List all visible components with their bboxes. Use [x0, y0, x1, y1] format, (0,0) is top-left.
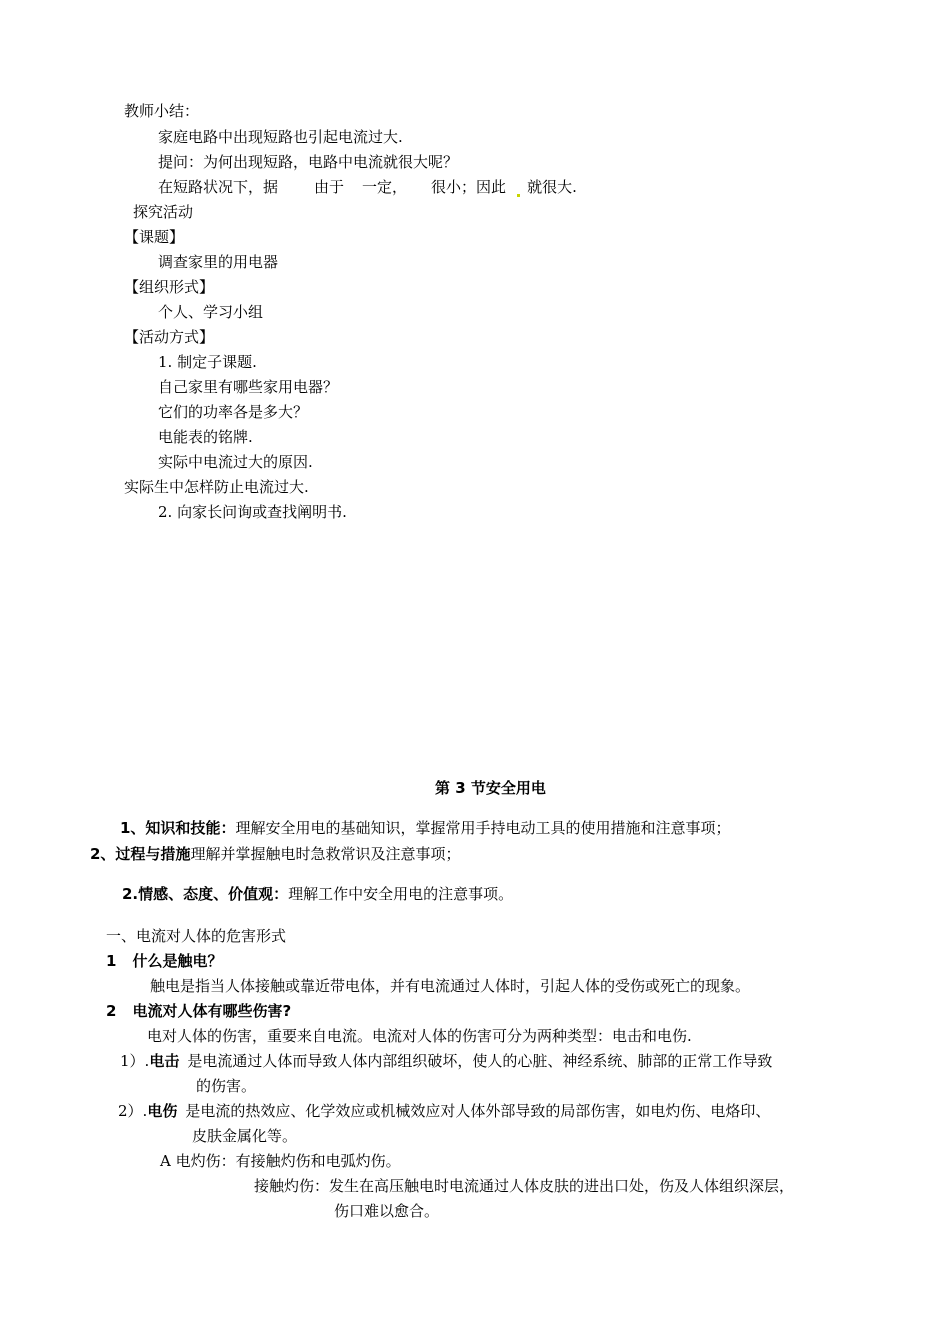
- mode-item-6: 实际生中怎样防止电流过大.: [124, 478, 309, 496]
- goal-2: 2、过程与措施理解并掌握触电时急救常识及注意事项；: [90, 845, 461, 863]
- mode-item-4: 电能表的铭牌.: [158, 428, 253, 446]
- summary-line-3: 在短路状况下，据 由于 一定， 很小；因此 就很大.: [158, 178, 577, 196]
- goal-1: 1、知识和技能：理解安全用电的基础知识，掌握常用手持电动工具的使用措施和注意事项；: [120, 819, 731, 837]
- goal-3: 2.情感、态度、价值观：理解工作中安全用电的注意事项。: [122, 885, 514, 903]
- item-electric-shock: 1）.电击 是电流通过人体而导致人体内部组织破坏，使人的心脏、神经系统、肺部的正常工作导致: [120, 1052, 773, 1070]
- item-electric-injury-cont: 皮肤金属化等。: [192, 1127, 298, 1145]
- mode-item-2: 自己家里有哪些家用电器？: [158, 378, 339, 396]
- mode-heading: 【活动方式】: [124, 328, 215, 346]
- question-2-answer: 电对人体的伤害，重要来自电流。电流对人体的伤害可分为两种类型：电击和电伤.: [147, 1027, 692, 1045]
- topic-heading: 【课题】: [124, 228, 185, 246]
- question-2: 2 电流对人体有哪些伤害?: [106, 1002, 292, 1020]
- mode-item-1: 1. 制定子课题.: [158, 353, 257, 371]
- summary-line-2: 提问：为何出现短路，电路中电流就很大呢？: [158, 153, 459, 171]
- org-text: 个人、学习小组: [158, 303, 264, 321]
- contact-burn: 接触灼伤：发生在高压触电时电流通过人体皮肤的进出口处，伤及人体组织深层，: [254, 1177, 795, 1195]
- section-title: 第 3 节安全用电: [435, 779, 546, 797]
- topic-text: 调查家里的用电器: [158, 253, 279, 271]
- section-1-heading: 一、电流对人体的危害形式: [106, 927, 287, 945]
- burn-types: A 电灼伤：有接触灼伤和电弧灼伤。: [160, 1152, 401, 1170]
- mode-item-7: 2. 向家长问询或查找阐明书.: [158, 503, 347, 521]
- item-electric-shock-cont: 的伤害。: [196, 1077, 257, 1095]
- contact-burn-cont: 伤口难以愈合。: [334, 1202, 440, 1220]
- mode-item-3: 它们的功率各是多大？: [158, 403, 309, 421]
- marker-dot: [517, 194, 520, 197]
- mode-item-5: 实际中电流过大的原因.: [158, 453, 313, 471]
- explore-heading: 探究活动: [133, 203, 194, 221]
- org-heading: 【组织形式】: [124, 278, 215, 296]
- question-1: 1 什么是触电？: [106, 952, 223, 970]
- summary-line-1: 家庭电路中出现短路也引起电流过大.: [158, 128, 403, 146]
- question-1-answer: 触电是指当人体接触或靠近带电体，并有电流通过人体时，引起人体的受伤或死亡的现象。: [150, 977, 751, 995]
- summary-heading: 教师小结：: [124, 102, 200, 120]
- item-electric-injury: 2）.电伤 是电流的热效应、化学效应或机械效应对人体外部导致的局部伤害，如电灼伤、电烙印、: [118, 1102, 771, 1120]
